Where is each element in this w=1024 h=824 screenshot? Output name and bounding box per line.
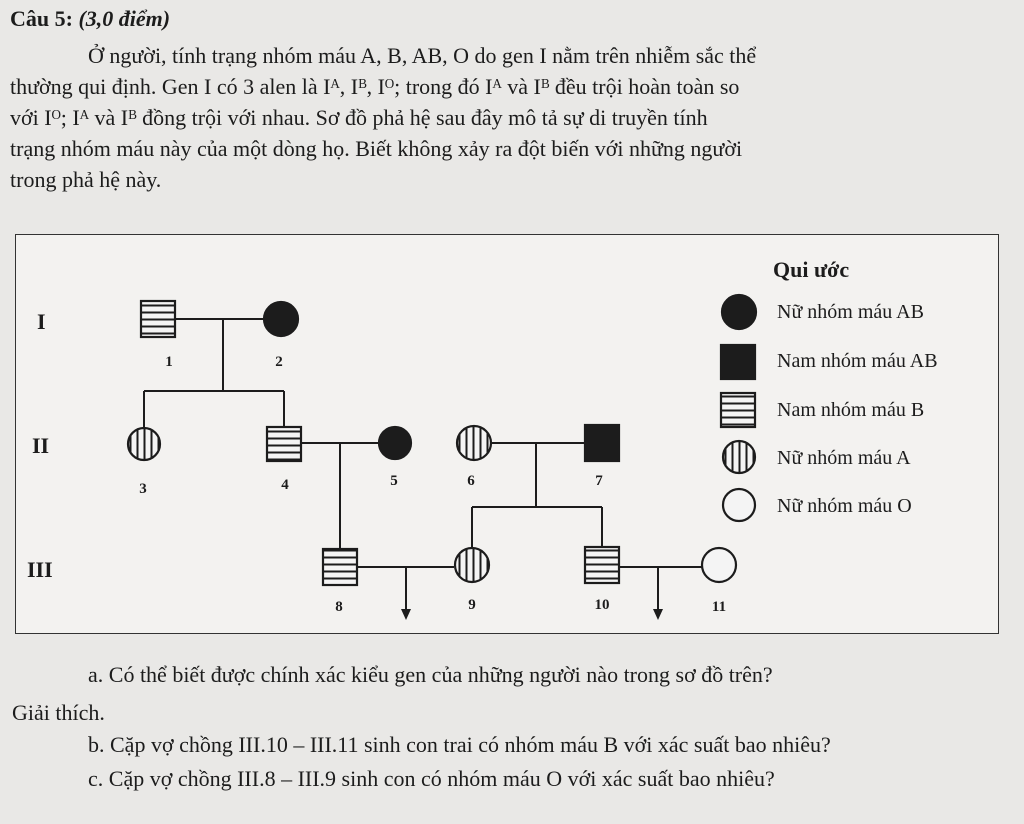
sub-question-b: b. Cặp vợ chồng III.10 – III.11 sinh con trai có nhóm máu B với xác suất bao nhiêu? bbox=[88, 732, 831, 757]
individual-number: 11 bbox=[711, 599, 727, 615]
filled-circle-icon bbox=[722, 295, 756, 329]
individual-10 bbox=[585, 547, 619, 583]
individual-4 bbox=[267, 427, 301, 461]
legend-label: Nam nhóm máu B bbox=[777, 399, 925, 421]
individual-2 bbox=[264, 302, 298, 336]
sub-question-a: a. Có thể biết được chính xác kiểu gen của những người nào trong sơ đồ trên? bbox=[88, 662, 773, 687]
filled-square-icon bbox=[721, 345, 755, 379]
individual-number: 10 bbox=[594, 597, 610, 613]
individual-1 bbox=[141, 301, 175, 337]
legend-label: Nữ nhóm máu A bbox=[777, 447, 911, 469]
individual-number: 9 bbox=[468, 597, 476, 613]
offspring-arrow-icon bbox=[401, 609, 411, 620]
intro-line: thường qui định. Gen I có 3 alen là Iᴬ, Iᴮ, Iᴼ; trong đó Iᴬ và Iᴮ đều trội hoàn toàn so bbox=[10, 74, 740, 99]
question-header bbox=[10, 6, 170, 32]
individual-3 bbox=[128, 428, 160, 460]
legend-label: Nữ nhóm máu AB bbox=[777, 301, 924, 323]
intro-line: với Iᴼ; Iᴬ và Iᴮ đồng trội với nhau. Sơ đồ phả hệ sau đây mô tả sự di truyền tính bbox=[10, 105, 708, 130]
intro-line: Ở người, tính trạng nhóm máu A, B, AB, O do gen I nằm trên nhiễm sắc thể bbox=[88, 43, 757, 68]
individual-number: 8 bbox=[335, 599, 343, 615]
individual-number: 5 bbox=[390, 473, 398, 489]
individual-number: 7 bbox=[595, 473, 603, 489]
individual-number: 4 bbox=[281, 477, 289, 493]
legend-label: Nữ nhóm máu O bbox=[777, 495, 912, 517]
legend-title: Qui ước bbox=[773, 257, 850, 282]
individual-number: 1 bbox=[165, 354, 173, 370]
question-intro bbox=[10, 40, 1010, 195]
generation-label: II bbox=[32, 433, 50, 458]
individual-11 bbox=[702, 548, 736, 582]
generation-label: III bbox=[27, 557, 53, 582]
pedigree-svg bbox=[16, 235, 998, 633]
individual-5 bbox=[379, 427, 411, 459]
individual-7 bbox=[585, 425, 619, 461]
legend-label: Nam nhóm máu AB bbox=[777, 350, 938, 372]
question-number: Câu 5: bbox=[10, 6, 73, 31]
striped-square-icon bbox=[721, 393, 755, 427]
individual-9 bbox=[455, 548, 489, 582]
individual-6 bbox=[457, 426, 491, 460]
intro-line: trạng nhóm máu này của một dòng họ. Biết không xảy ra đột biến với những người bbox=[10, 136, 743, 161]
vertical-striped-circle-icon bbox=[723, 441, 755, 473]
individual-number: 3 bbox=[139, 481, 147, 497]
question-points: (3,0 điểm) bbox=[78, 6, 171, 31]
empty-circle-icon bbox=[723, 489, 755, 521]
sub-question-a-continued: Giải thích. bbox=[12, 700, 105, 725]
offspring-arrow-icon bbox=[653, 609, 663, 620]
legend-symbols bbox=[721, 295, 756, 521]
generation-label: I bbox=[37, 309, 46, 334]
pedigree-diagram bbox=[15, 234, 999, 634]
individual-8 bbox=[323, 549, 357, 585]
individual-number: 2 bbox=[275, 354, 283, 370]
sub-question-c: c. Cặp vợ chồng III.8 – III.9 sinh con có nhóm máu O với xác suất bao nhiêu? bbox=[88, 766, 775, 791]
intro-line: trong phả hệ này. bbox=[10, 167, 162, 192]
individual-number: 6 bbox=[467, 473, 475, 489]
